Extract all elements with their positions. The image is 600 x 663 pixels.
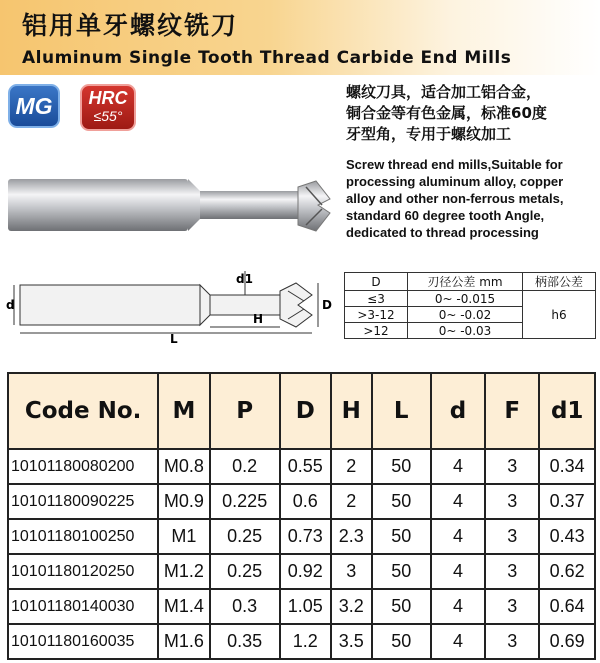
tolerance-range: >3-12 xyxy=(345,307,408,323)
tolerance-header-d: D xyxy=(345,273,408,291)
value-cell: M1.4 xyxy=(158,589,209,624)
code-cell: 10101180090225 xyxy=(8,484,158,519)
value-cell: 0.92 xyxy=(280,554,331,589)
tolerance-range: >12 xyxy=(345,323,408,339)
label-d1: d1 xyxy=(236,272,253,286)
value-cell: M1.2 xyxy=(158,554,209,589)
code-cell: 10101180120250 xyxy=(8,554,158,589)
code-cell: 10101180080200 xyxy=(8,449,158,484)
table-row xyxy=(8,554,595,589)
description-cn-line: 铜合金等有色金属，标准60度 xyxy=(346,104,547,122)
value-cell: 4 xyxy=(431,484,485,519)
table-row xyxy=(8,624,595,659)
value-cell: 3 xyxy=(485,449,539,484)
spec-table-body xyxy=(8,449,595,659)
header-h: H xyxy=(331,373,372,449)
value-cell: 2.3 xyxy=(331,519,372,554)
value-cell: 50 xyxy=(372,484,431,519)
label-d: d xyxy=(6,298,15,312)
hrc-value: ≤55° xyxy=(93,108,123,124)
value-cell: 1.05 xyxy=(280,589,331,624)
description-chinese xyxy=(346,82,596,145)
description-en-line: processing aluminum alloy, copper xyxy=(346,174,564,189)
table-row xyxy=(8,449,595,484)
value-cell: M0.8 xyxy=(158,449,209,484)
hrc-label: HRC xyxy=(88,88,128,108)
description-en-line: Screw thread end mills,Suitable for xyxy=(346,157,563,172)
value-cell: 0.62 xyxy=(539,554,595,589)
value-cell: 3 xyxy=(485,624,539,659)
shank-tolerance: h6 xyxy=(523,291,596,339)
value-cell: M1 xyxy=(158,519,209,554)
description-cn-line: 螺纹刀具，适合加工铝合金， xyxy=(346,83,542,101)
title-chinese: 铝用单牙螺纹铣刀 xyxy=(22,11,239,40)
code-cell: 10101180100250 xyxy=(8,519,158,554)
value-cell: 3 xyxy=(485,484,539,519)
code-cell: 10101180140030 xyxy=(8,589,158,624)
description-english xyxy=(346,156,596,241)
header-d1: d1 xyxy=(539,373,595,449)
value-cell: 0.25 xyxy=(210,554,280,589)
value-cell: 0.6 xyxy=(280,484,331,519)
value-cell: 4 xyxy=(431,589,485,624)
value-cell: 3 xyxy=(485,589,539,624)
value-cell: 3.5 xyxy=(331,624,372,659)
value-cell: 0.225 xyxy=(210,484,280,519)
value-cell: 4 xyxy=(431,554,485,589)
value-cell: M1.6 xyxy=(158,624,209,659)
value-cell: 0.73 xyxy=(280,519,331,554)
table-row xyxy=(8,519,595,554)
value-cell: 0.3 xyxy=(210,589,280,624)
value-cell: 2 xyxy=(331,449,372,484)
tolerance-value: 0~ -0.03 xyxy=(408,323,523,339)
value-cell: 0.55 xyxy=(280,449,331,484)
spec-table xyxy=(7,372,596,660)
value-cell: 50 xyxy=(372,554,431,589)
header-code-no: Code No. xyxy=(8,373,158,449)
title-banner xyxy=(0,0,600,75)
value-cell: 0.69 xyxy=(539,624,595,659)
value-cell: 0.25 xyxy=(210,519,280,554)
spec-header-row xyxy=(8,373,595,449)
tolerance-range: ≤3 xyxy=(345,291,408,307)
description-cn-line: 牙型角，专用于螺纹加工 xyxy=(346,125,512,143)
value-cell: 3 xyxy=(485,554,539,589)
tolerance-header-diameter: 刃径公差 mm xyxy=(408,273,523,291)
value-cell: 0.35 xyxy=(210,624,280,659)
value-cell: 3 xyxy=(331,554,372,589)
hrc-badge xyxy=(80,84,136,131)
code-cell: 10101180160035 xyxy=(8,624,158,659)
value-cell: 2 xyxy=(331,484,372,519)
header-p: P xyxy=(210,373,280,449)
value-cell: M0.9 xyxy=(158,484,209,519)
tolerance-value: 0~ -0.015 xyxy=(408,291,523,307)
value-cell: 3.2 xyxy=(331,589,372,624)
description-en-line: alloy and other non-ferrous metals, xyxy=(346,191,564,206)
mg-badge: MG xyxy=(8,84,60,128)
value-cell: 50 xyxy=(372,589,431,624)
value-cell: 4 xyxy=(431,449,485,484)
value-cell: 0.43 xyxy=(539,519,595,554)
dimension-drawing xyxy=(0,265,340,345)
value-cell: 4 xyxy=(431,519,485,554)
value-cell: 50 xyxy=(372,449,431,484)
header-m: M xyxy=(158,373,209,449)
tolerance-value: 0~ -0.02 xyxy=(408,307,523,323)
value-cell: 4 xyxy=(431,624,485,659)
end-mill-photo xyxy=(0,175,340,255)
value-cell: 50 xyxy=(372,624,431,659)
value-cell: 50 xyxy=(372,519,431,554)
label-L: L xyxy=(170,332,178,345)
label-D: D xyxy=(322,298,332,312)
value-cell: 3 xyxy=(485,519,539,554)
table-row xyxy=(8,589,595,624)
tolerance-header-shank: 柄部公差 xyxy=(523,273,596,291)
description-en-line: dedicated to thread processing xyxy=(346,225,539,240)
header-l: L xyxy=(372,373,431,449)
value-cell: 1.2 xyxy=(280,624,331,659)
tolerance-table xyxy=(344,272,596,339)
value-cell: 0.64 xyxy=(539,589,595,624)
header-f: F xyxy=(485,373,539,449)
header-d-shank: d xyxy=(431,373,485,449)
title-english: Aluminum Single Tooth Thread Carbide End Mills xyxy=(22,48,512,68)
header-d-diameter: D xyxy=(280,373,331,449)
description-en-line: standard 60 degree tooth Angle, xyxy=(346,208,545,223)
value-cell: 0.34 xyxy=(539,449,595,484)
value-cell: 0.2 xyxy=(210,449,280,484)
label-H: H xyxy=(253,312,264,326)
table-row xyxy=(8,484,595,519)
value-cell: 0.37 xyxy=(539,484,595,519)
